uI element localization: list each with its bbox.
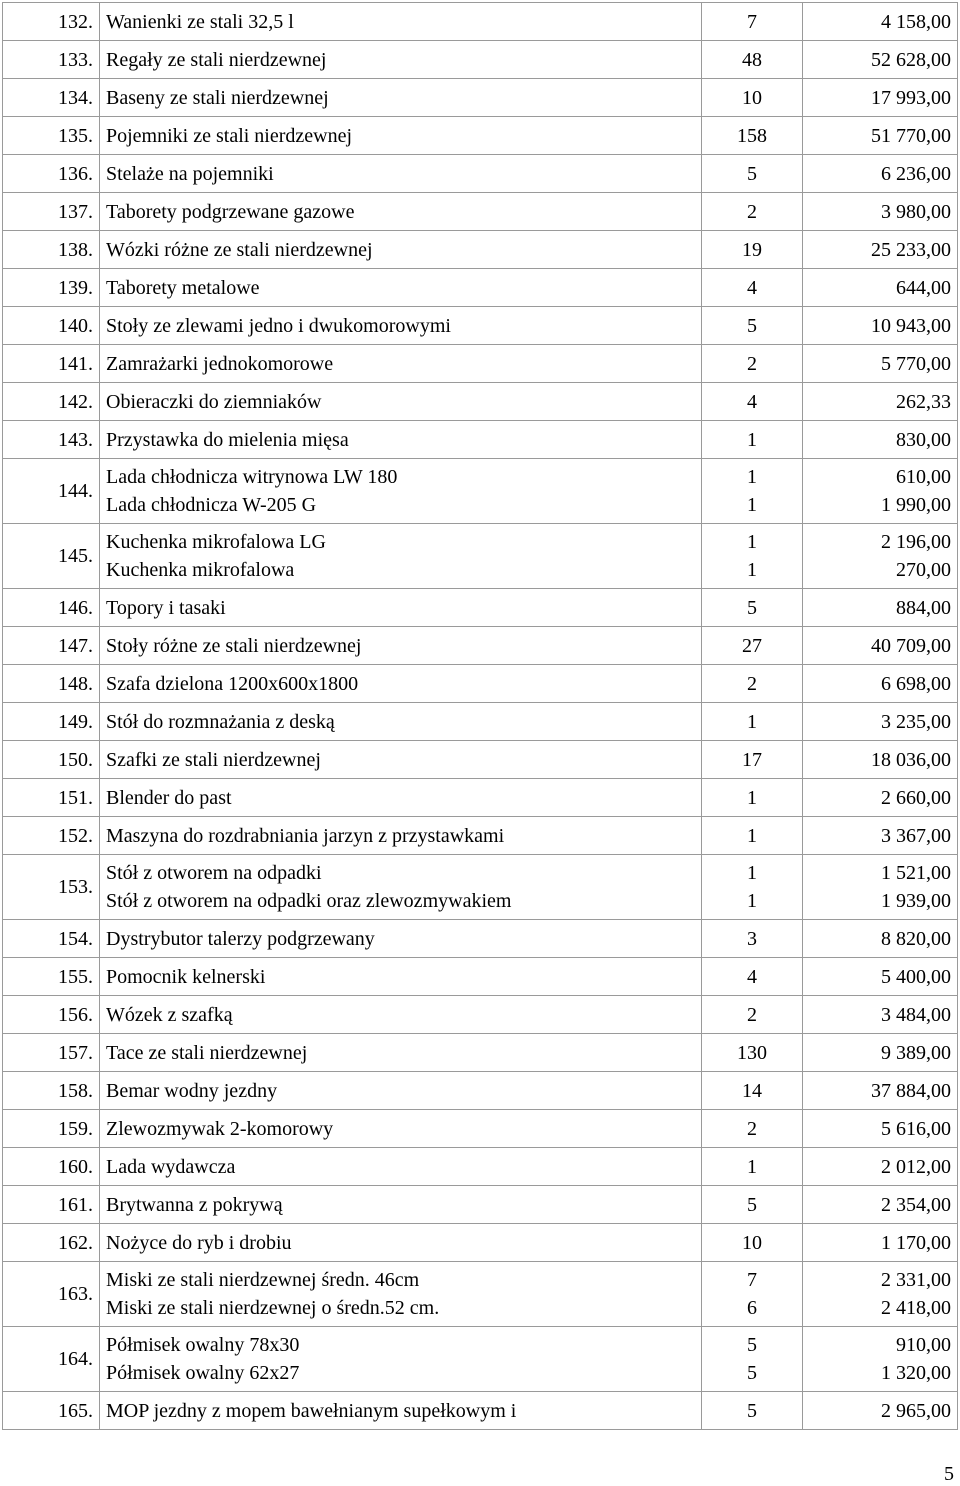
table-row [3,920,958,958]
item-value: 3 484,00 [881,1003,951,1026]
item-name-cell [100,1148,702,1186]
item-value: 2 196,00 [881,531,951,553]
item-name-cell [100,627,702,665]
inventory-table-body [3,3,958,1430]
table-row [3,79,958,117]
item-quantity-cell [702,383,803,421]
item-name: Stół do rozmnażania z deską [106,710,335,733]
item-quantity-cell [702,231,803,269]
table-row [3,1392,958,1430]
item-value-cell [803,1072,958,1110]
item-value: 40 709,00 [871,634,951,657]
item-quantity-cell [702,958,803,996]
item-name-cell [100,231,702,269]
item-value: 610,00 [896,466,951,488]
item-quantity: 14 [742,1079,762,1102]
item-name: Taborety podgrzewane gazowe [106,200,355,223]
item-quantity-cell [702,1327,803,1392]
table-row [3,1148,958,1186]
item-value: 262,33 [896,390,951,413]
item-quantity-cell [702,1262,803,1327]
item-quantity-cell [702,817,803,855]
item-value: 52 628,00 [871,48,951,71]
item-name-cell [100,345,702,383]
item-value: 270,00 [896,559,951,581]
item-quantity: 5 [747,1334,757,1356]
table-row [3,958,958,996]
item-value-cell [803,779,958,817]
item-value: 3 235,00 [881,710,951,733]
item-value: 25 233,00 [871,238,951,261]
table-row [3,459,958,524]
item-value-cell [803,231,958,269]
item-quantity-cell [702,307,803,345]
item-name: Nożyce do ryb i drobiu [106,1231,292,1254]
item-value: 2 012,00 [881,1155,951,1178]
item-quantity: 2 [747,1117,757,1140]
item-quantity: 1 [747,494,757,516]
item-value-cell [803,421,958,459]
table-row [3,1034,958,1072]
row-number: 141. [3,345,100,383]
item-quantity-cell [702,41,803,79]
item-name: Maszyna do rozdrabniania jarzyn z przystawkami [106,824,505,847]
table-row [3,383,958,421]
item-name-cell [100,996,702,1034]
item-value: 5 770,00 [881,352,951,375]
item-value-cell [803,996,958,1034]
item-value-cell [803,524,958,589]
item-name-cell [100,1262,702,1327]
item-name-cell [100,459,702,524]
item-quantity: 5 [747,596,757,619]
item-name-cell [100,269,702,307]
table-row [3,117,958,155]
item-quantity-cell [702,117,803,155]
row-number: 136. [3,155,100,193]
row-number: 162. [3,1224,100,1262]
table-row [3,703,958,741]
item-name: Stoły różne ze stali nierdzewnej [106,634,362,657]
item-quantity: 5 [747,1362,757,1384]
table-row [3,41,958,79]
item-name-cell [100,3,702,41]
row-number: 154. [3,920,100,958]
table-row [3,1327,958,1392]
row-number: 151. [3,779,100,817]
item-name-cell [100,741,702,779]
item-value-cell [803,345,958,383]
item-value-cell [803,958,958,996]
table-row [3,1186,958,1224]
item-name: Taborety metalowe [106,276,260,299]
item-name-cell [100,958,702,996]
item-value: 10 943,00 [871,314,951,337]
item-value: 6 698,00 [881,672,951,695]
item-name: Miski ze stali nierdzewnej o średn.52 cm. [106,1297,440,1319]
item-value-cell [803,41,958,79]
item-value-cell [803,589,958,627]
item-value: 1 521,00 [881,862,951,884]
item-quantity-cell [702,1148,803,1186]
row-number: 145. [3,524,100,589]
row-number: 150. [3,741,100,779]
item-name-cell [100,1327,702,1392]
item-quantity: 5 [747,1399,757,1422]
item-name-cell [100,703,702,741]
table-row [3,627,958,665]
row-number: 159. [3,1110,100,1148]
row-number: 156. [3,996,100,1034]
item-value-cell [803,3,958,41]
item-quantity-cell [702,1186,803,1224]
table-row [3,231,958,269]
item-value: 830,00 [896,428,951,451]
item-name: Półmisek owalny 78x30 [106,1334,300,1356]
item-name-cell [100,1072,702,1110]
item-value: 18 036,00 [871,748,951,771]
item-name: Stół z otworem na odpadki oraz zlewozmywakiem [106,890,512,912]
item-name-cell [100,383,702,421]
item-value: 910,00 [896,1334,951,1356]
item-value-cell [803,741,958,779]
item-quantity-cell [702,79,803,117]
item-quantity: 2 [747,1003,757,1026]
item-value: 8 820,00 [881,927,951,950]
item-name-cell [100,1224,702,1262]
item-quantity-cell [702,920,803,958]
item-name: Brytwanna z pokrywą [106,1193,283,1216]
inventory-table [2,2,958,1430]
item-quantity-cell [702,269,803,307]
item-name-cell [100,779,702,817]
item-value: 1 320,00 [881,1362,951,1384]
item-quantity-cell [702,421,803,459]
item-name-cell [100,817,702,855]
item-value: 6 236,00 [881,162,951,185]
table-row [3,155,958,193]
item-quantity: 1 [747,559,757,581]
item-value: 2 418,00 [881,1297,951,1319]
item-quantity-cell [702,665,803,703]
item-name-cell [100,41,702,79]
item-name: Stoły ze zlewami jedno i dwukomorowymi [106,314,451,337]
item-value: 644,00 [896,276,951,299]
item-quantity: 10 [742,1231,762,1254]
item-name-cell [100,920,702,958]
item-name-cell [100,855,702,920]
item-value-cell [803,627,958,665]
item-value: 1 939,00 [881,890,951,912]
item-name-cell [100,524,702,589]
table-row [3,3,958,41]
item-name: Obieraczki do ziemniaków [106,390,322,413]
item-quantity-cell [702,3,803,41]
item-value: 5 400,00 [881,965,951,988]
item-quantity: 48 [742,48,762,71]
item-quantity: 2 [747,200,757,223]
table-row [3,855,958,920]
item-value: 2 331,00 [881,1269,951,1291]
item-name: Lada chłodnicza witrynowa LW 180 [106,466,398,488]
item-value-cell [803,459,958,524]
item-name: Kuchenka mikrofalowa [106,559,295,581]
item-name: Stół z otworem na odpadki [106,862,322,884]
item-name: Tace ze stali nierdzewnej [106,1041,308,1064]
item-quantity: 27 [742,634,762,657]
item-value: 4 158,00 [881,10,951,33]
row-number: 139. [3,269,100,307]
row-number: 164. [3,1327,100,1392]
item-quantity-cell [702,996,803,1034]
row-number: 157. [3,1034,100,1072]
row-number: 147. [3,627,100,665]
item-quantity-cell [702,627,803,665]
item-name-cell [100,1392,702,1430]
item-quantity-cell [702,459,803,524]
item-value: 37 884,00 [871,1079,951,1102]
item-quantity: 1 [747,466,757,488]
table-row [3,665,958,703]
row-number: 135. [3,117,100,155]
item-name: Półmisek owalny 62x27 [106,1362,300,1384]
item-name: Bemar wodny jezdny [106,1079,278,1102]
item-quantity: 7 [747,1269,757,1291]
item-name: Przystawka do mielenia mięsa [106,428,349,451]
item-name-cell [100,421,702,459]
item-value: 2 354,00 [881,1193,951,1216]
item-value: 2 660,00 [881,786,951,809]
item-name: Topory i tasaki [106,596,226,619]
table-row [3,193,958,231]
table-row [3,1224,958,1262]
item-name: Miski ze stali nierdzewnej średn. 46cm [106,1269,420,1291]
table-row [3,524,958,589]
item-name-cell [100,307,702,345]
item-quantity: 7 [747,10,757,33]
item-name: Pojemniki ze stali nierdzewnej [106,124,353,147]
item-value: 17 993,00 [871,86,951,109]
item-quantity: 2 [747,672,757,695]
item-quantity-cell [702,589,803,627]
item-value-cell [803,817,958,855]
item-quantity: 1 [747,1155,757,1178]
item-value-cell [803,117,958,155]
table-row [3,741,958,779]
item-value: 9 389,00 [881,1041,951,1064]
item-name: Wózek z szafką [106,1003,233,1026]
item-name-cell [100,1110,702,1148]
item-quantity-cell [702,855,803,920]
item-quantity-cell [702,703,803,741]
item-name: Lada chłodnicza W-205 G [106,494,317,516]
item-name-cell [100,79,702,117]
item-quantity: 2 [747,352,757,375]
item-value-cell [803,1224,958,1262]
table-row [3,589,958,627]
row-number: 149. [3,703,100,741]
table-row [3,996,958,1034]
table-row [3,817,958,855]
item-quantity: 5 [747,1193,757,1216]
item-name: Szafki ze stali nierdzewnej [106,748,321,771]
table-row [3,1110,958,1148]
item-name: Wózki różne ze stali nierdzewnej [106,238,373,261]
table-row [3,269,958,307]
item-value: 1 990,00 [881,494,951,516]
item-value: 1 170,00 [881,1231,951,1254]
item-value: 3 980,00 [881,200,951,223]
item-name: Baseny ze stali nierdzewnej [106,86,329,109]
item-name: Zlewozmywak 2-komorowy [106,1117,334,1140]
table-row [3,307,958,345]
item-value-cell [803,1327,958,1392]
item-quantity-cell [702,193,803,231]
row-number: 142. [3,383,100,421]
item-quantity: 4 [747,965,757,988]
item-quantity: 1 [747,786,757,809]
item-quantity-cell [702,1224,803,1262]
item-name-cell [100,155,702,193]
table-row [3,1262,958,1327]
item-name-cell [100,589,702,627]
item-quantity-cell [702,345,803,383]
row-number: 148. [3,665,100,703]
item-name: Stelaże na pojemniki [106,162,274,185]
item-value: 5 616,00 [881,1117,951,1140]
item-value: 51 770,00 [871,124,951,147]
item-quantity: 5 [747,162,757,185]
row-number: 144. [3,459,100,524]
item-quantity: 4 [747,276,757,299]
row-number: 163. [3,1262,100,1327]
item-value-cell [803,79,958,117]
item-value-cell [803,193,958,231]
item-value-cell [803,1034,958,1072]
item-value-cell [803,855,958,920]
item-quantity-cell [702,155,803,193]
table-row [3,345,958,383]
item-quantity: 1 [747,890,757,912]
table-row [3,1072,958,1110]
item-quantity-cell [702,779,803,817]
row-number: 140. [3,307,100,345]
item-quantity-cell [702,741,803,779]
item-quantity: 1 [747,862,757,884]
row-number: 158. [3,1072,100,1110]
item-name-cell [100,665,702,703]
table-row [3,779,958,817]
item-value: 2 965,00 [881,1399,951,1422]
item-name: Pomocnik kelnerski [106,965,266,988]
item-value-cell [803,665,958,703]
item-value-cell [803,269,958,307]
row-number: 155. [3,958,100,996]
item-value-cell [803,920,958,958]
item-name-cell [100,193,702,231]
row-number: 153. [3,855,100,920]
item-value-cell [803,155,958,193]
row-number: 160. [3,1148,100,1186]
row-number: 143. [3,421,100,459]
item-quantity: 10 [742,86,762,109]
row-number: 165. [3,1392,100,1430]
item-quantity-cell [702,1034,803,1072]
item-value-cell [803,1262,958,1327]
row-number: 146. [3,589,100,627]
item-name-cell [100,1034,702,1072]
item-quantity-cell [702,1110,803,1148]
item-quantity-cell [702,1072,803,1110]
item-name: Regały ze stali nierdzewnej [106,48,327,71]
item-quantity: 3 [747,927,757,950]
row-number: 134. [3,79,100,117]
item-quantity: 19 [742,238,762,261]
item-name: Szafa dzielona 1200x600x1800 [106,672,359,695]
item-value-cell [803,1186,958,1224]
item-value-cell [803,383,958,421]
table-row [3,421,958,459]
page-number: 5 [944,1463,954,1485]
item-quantity: 4 [747,390,757,413]
item-name: MOP jezdny z mopem bawełnianym supełkowym i [106,1399,517,1422]
item-name-cell [100,1186,702,1224]
item-name: Zamrażarki jednokomorowe [106,352,334,375]
item-value: 884,00 [896,596,951,619]
item-name: Kuchenka mikrofalowa LG [106,531,326,553]
item-quantity: 1 [747,710,757,733]
item-quantity: 1 [747,824,757,847]
row-number: 137. [3,193,100,231]
row-number: 138. [3,231,100,269]
item-quantity-cell [702,524,803,589]
item-quantity: 5 [747,314,757,337]
row-number: 161. [3,1186,100,1224]
row-number: 132. [3,3,100,41]
item-name-cell [100,117,702,155]
item-value: 3 367,00 [881,824,951,847]
row-number: 152. [3,817,100,855]
row-number: 133. [3,41,100,79]
item-quantity-cell [702,1392,803,1430]
item-value-cell [803,1392,958,1430]
item-value-cell [803,307,958,345]
item-name: Wanienki ze stali 32,5 l [106,10,294,33]
item-quantity: 130 [737,1041,767,1064]
item-value-cell [803,703,958,741]
item-quantity: 158 [737,124,767,147]
item-name: Dystrybutor talerzy podgrzewany [106,927,375,950]
item-name: Lada wydawcza [106,1155,236,1178]
item-quantity: 17 [742,748,762,771]
item-quantity: 6 [747,1297,757,1319]
item-name: Blender do past [106,786,232,809]
item-value-cell [803,1148,958,1186]
item-value-cell [803,1110,958,1148]
item-quantity: 1 [747,428,757,451]
item-quantity: 1 [747,531,757,553]
